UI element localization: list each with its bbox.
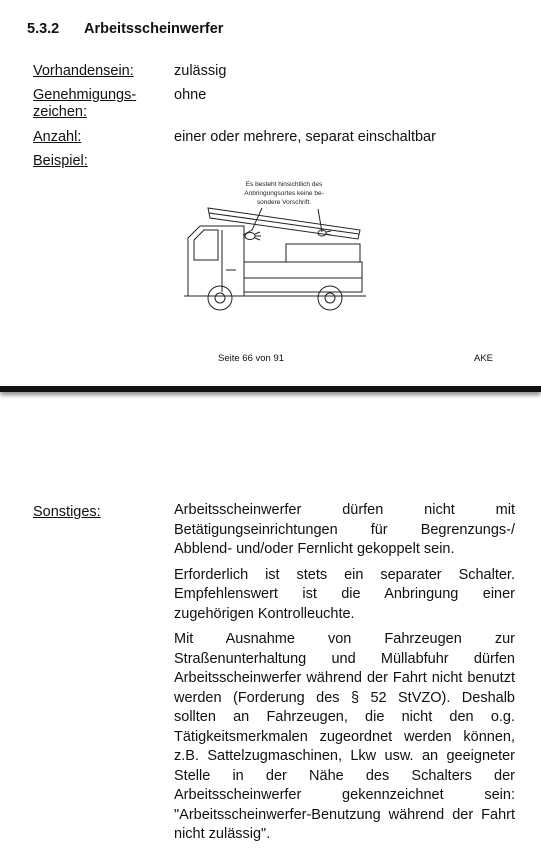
sonstiges-paragraph-1: Arbeitsscheinwerfer dürfen nicht mit Betätigungseinrichtungen für Begrenzungs-/ Abblend- und/oder Fernlicht gekoppelt sein. (174, 502, 515, 557)
callout-line-1: Es besteht hinsichtlich des (245, 181, 323, 188)
front-wheel-icon (208, 286, 232, 310)
section-title: Arbeitsscheinwerfer (84, 21, 224, 37)
cab-window (194, 230, 218, 260)
section-number: 5.3.2 (27, 21, 60, 37)
value-genehmigungszeichen: ohne (174, 87, 207, 103)
callout-line-2: Anbringungsortes keine be- (244, 190, 324, 197)
sonstiges-paragraph-3: Mit Ausnahme von Fahrzeugen zur Straßenunterhaltung und Müllabfuhr dürfen Arbeitsscheinwerfer während der Fahrt nicht benutzt werden (Forderung des § 52 StVZO). Deshalb sollten an Fahrzeugen, die nicht den o.g. Tätigkeitsmerkmalen zugeordnet werden können, z.B. Sattelzugmaschinen, Lkw usw. an geeigneter Stelle in der Nähe des Schalters der Arbeitsscheinwerfer gekennzeichnet sein: "Arbeitsscheinwerfer-Benutzung während der Fahrt nicht zulässig". (174, 631, 515, 842)
label-beispiel: Beispiel: (33, 153, 88, 169)
label-genehmigungszeichen (33, 87, 136, 121)
truck-illustration (180, 174, 380, 316)
label-genehmigungszeichen-line1: Genehmigungs- (33, 87, 137, 103)
truck-bed-lower (244, 278, 362, 292)
sonstiges-paragraph-2: Erforderlich ist stets ein separater Schalter. Empfehlenswert ist die Anbringung einer zugehörigen Kontrolleuchte. (174, 566, 515, 622)
callout-line-3: sondere Vorschrift. (256, 199, 312, 206)
footer-page-number: Seite 66 von 91 (218, 353, 285, 364)
label-vorhandensein: Vorhandensein: (33, 63, 134, 79)
sonstiges-text (174, 501, 515, 851)
value-anzahl: einer oder mehrere, separat einschaltbar (174, 129, 436, 145)
label-genehmigungszeichen-line2: zeichen: (33, 104, 88, 120)
label-sonstiges: Sonstiges: (33, 504, 101, 520)
rear-wheel-icon (318, 286, 342, 310)
callout-leader-line (243, 208, 262, 235)
footer-org: AKE (474, 353, 494, 364)
crane-boom-rail (209, 213, 359, 234)
page-break-divider (0, 386, 541, 392)
label-anzahl: Anzahl: (33, 129, 82, 145)
boom-lamp-icon (318, 230, 331, 236)
truck-load-box (286, 244, 360, 262)
work-lamp-icon (245, 232, 261, 240)
truck-cab (188, 226, 244, 296)
truck-bed-upper (244, 262, 362, 278)
value-vorhandensein: zulässig (174, 63, 227, 79)
